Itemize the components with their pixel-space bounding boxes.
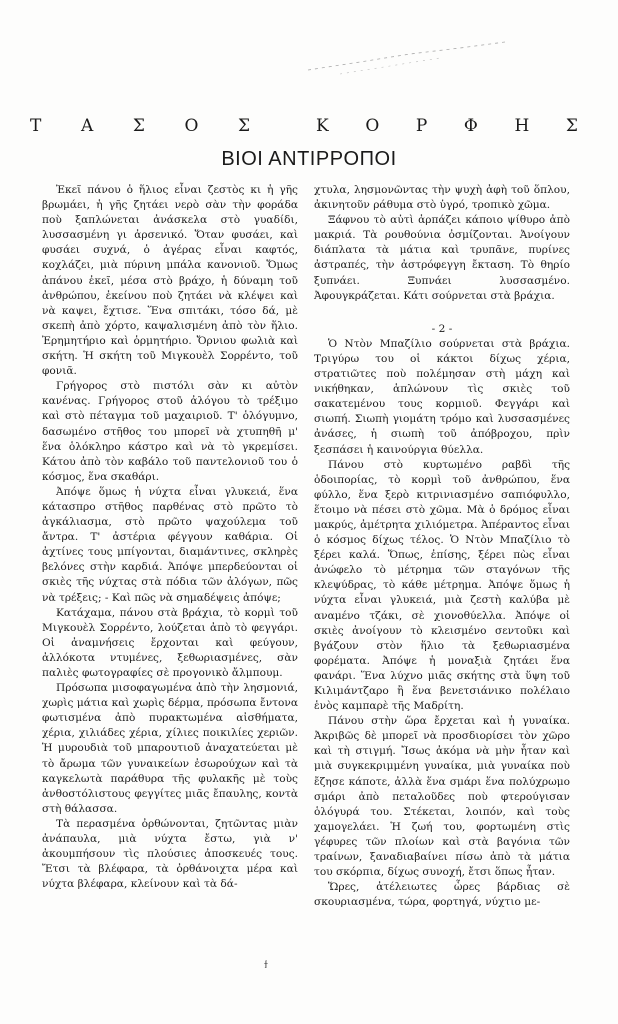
- left-column: [42, 183, 298, 892]
- author-name: [30, 116, 578, 136]
- author-letter: Ρ: [415, 116, 428, 136]
- paragraph: Τὰ περασμένα ὀρθώνονται, ζητῶντας μιὰν ἀνάπαυλα, μιὰ νύχτα ἔστω, γιὰ ν' ἀκουμπήσουν τὶς πλούσιες ἀποσκευές τους. Ἔτσι τὰ βλέφαρα, τὰ ὀρθάνοιχτα μέρα καὶ νύχτα βλέφαρα, κλείνουν καὶ τὰ δά-: [42, 817, 298, 891]
- author-first-name: [30, 116, 250, 136]
- paragraph: Ἀπόψε ὅμως ἡ νύχτα εἶναι γλυκειά, ἕνα κάτασπρο στῆθος παρθένας στὸ πρῶτο τὸ ἀγκάλιασμα, στὸ πρῶτο ψαχούλεμα τοῦ ἄντρα. Τ' ἀστέρια φέγγουν καθάρια. Οἱ ἀχτίνες τους μπίγονται, διαμάντινες, σκληρὲς βελόνες στὴν καρδιά. Ἀπόψε μπερδεύονται οἱ σκιὲς τῆς νύχτας στὰ πόδια τῶν ἀλόγων, πῶς νὰ τρέξεις; - Καὶ πῶς νὰ σημαδέψεις ἀπόψε;: [42, 485, 298, 604]
- author-letter: Ο: [365, 116, 380, 136]
- paragraph: Πρόσωπα μισοφαγωμένα ἀπὸ τὴν λησμονιά, χωρὶς μάτια καὶ χωρὶς δέρμα, πρόσωπα ἔντονα φωτισμένα ἀπὸ πυρακτωμένα αἰσθήματα, χέρια, χιλιάδες χέρια, χίλιες ποικιλίες χεριῶν. Ἡ μυρουδιὰ τοῦ μπαρουτιοῦ ἀναχατεύεται μὲ τὸ ἄρωμα τῶν γυναικείων ἐσωρούχων καὶ τὰ καγκελωτὰ παράθυρα τῆς φυλακῆς μὲ τοὺς ἀνθοστόλιστους φεγγίτες μιᾶς ἔπαυλης, κοντὰ στὴ θάλασσα.: [42, 682, 298, 815]
- author-letter: Ο: [184, 116, 199, 136]
- paragraph: Ὥρες, ἀτέλειωτες ὧρες βάρδιας σὲ σκουριασμένα, τώρα, φορτηγά, νύχτιο με-: [314, 881, 570, 909]
- author-letter: Η: [514, 116, 530, 136]
- paragraph: Κατάχαμα, πάνου στὰ βράχια, τὸ κορμὶ τοῦ Μιγκουὲλ Σορρέντο, λούζεται ἀπὸ τὸ φεγγάρι. Οἱ ἀναμνήσεις ἔρχονται καὶ φεύγουν, ἀλλόκοτα ντυμένες, ξεθωριασμένες, σὰν παλιὲς φωτογραφίες σὲ προγονικὸ ἄλμπουμ.: [42, 606, 298, 679]
- author-letter: Α: [80, 116, 94, 136]
- author-letter: Κ: [316, 116, 329, 136]
- pencil-scratch-mark: [300, 40, 510, 76]
- author-letter: Σ: [565, 116, 578, 136]
- footer-mark: ϯ: [264, 960, 268, 971]
- paragraph: Πάνου στὸ κυρτωμένο ραβδὶ τῆς ὁδοιπορίας, τὸ κορμὶ τοῦ ἀνθρώπου, ἕνα φύλλο, ἕνα ξερὸ κιτρινιασμένο σαπιόφυλλο, ἕτοιμο νὰ πέσει στὸ χῶμα. Μὰ ὁ δρόμος εἶναι μακρύς, ἀμέτρητα χιλιόμετρα. Ἀπέραντος εἶναι ὁ κόσμος δίχως τέλος. Ὁ Ντὸν Μπαζίλιο τὸ ξέρει καλά. Ὅπως, ἐπίσης, ξέρει πὼς εἶναι ἀνώφελο τὸ μέτρημα τῶν σταγόνων τῆς κλεψύδρας, τὸ κάθε μέτρημα. Ἀπόψε ὅμως ἡ νύχτα εἶναι γλυκειά, μιὰ ζεστὴ καλύβα μὲ αναμένο τζάκι, σὲ χιονοθύελλα. Ἀπόψε οἱ σκιὲς ἀνοίγουν τὸ κλεισμένο σεντοῦκι καὶ βγάζουν στὸν ἥλιο τὰ ξεθωριασμένα φορέματα. Ἀπόψε ἡ μοναξιὰ ζητάει ἕνα φανάρι. Ἕνα λύχνο μιᾶς σκήτης στὰ ὕψη τοῦ Κιλιμάντζαρο ἢ ἕνα βενετσιάνικο πολέλαιο ἑνὸς καμπαρὲ τῆς Μαδρίτη.: [314, 458, 570, 713]
- paragraph: χτυλα, λησμονῶντας τὴν ψυχὴ ἀφὴ τοῦ ὅπλου, ἀκινητοῦν ράθυμα στὸ ὑγρό, τροπικὸ χῶμα.: [314, 184, 570, 212]
- page-title: ΒΙΟΙ ΑΝΤΙΡΡΟΠΟΙ: [221, 148, 397, 170]
- author-letter: Τ: [30, 116, 42, 136]
- paragraph: Πάνου στὴν ὥρα ἔρχεται καὶ ἡ γυναίκα. Ἀκριβῶς δὲ μπορεῖ νὰ προσδιορίσει τὸν χῶρο καὶ τὴ στιγμή. Ἴσως ἀκόμα νὰ μὴν ἦταν καὶ μιὰ συγκεκριμμένη γυναίκα, μιὰ γυναίκα ποὺ ἔζησε κάποτε, ἀλλὰ ἕνα σμάρι ἕνα πολύχρωμο σμάρι ἀπὸ πεταλοῦδες ποὺ φτερούγισαν ὁλόγυρά του. Στέκεται, λοιπόν, καὶ τοὺς χαμογελάει. Ἡ ζωή του, φορτωμένη στὶς γέφυρες τῶν πλοίων καὶ στὰ βαγόνια τῶν τραίνων, ξαναδιαβαίνει πίσω ἀπὸ τὰ μάτια του σκόρπια, δίχως συνοχή, ἔτσι ὅπως ἦταν.: [314, 715, 570, 879]
- author-letter: Σ: [237, 116, 250, 136]
- right-column: [314, 183, 570, 910]
- author-last-name: [316, 116, 578, 136]
- author-letter: Φ: [463, 116, 478, 136]
- author-letter: Σ: [132, 116, 145, 136]
- section-number: - 2 -: [431, 322, 453, 335]
- paragraph: Ἐκεῖ πάνου ὁ ἥλιος εἶναι ζεστὸς κι ἡ γῆς βρωμάει, ἡ γῆς ζητάει νερὸ σὰν τὴν φοράδα ποὺ ξαπλώνεται ἀνάσκελα στὸ γυαδίδι, λυσσασμένη γι ἀρσενικό. Ὅταν φυσάει, καὶ φυσάει συχνά, ὁ ἀγέρας εἶναι καφτός, κοχλάζει, μιὰ πύρινη μπάλα κανονιοῦ. Ὅμως ἀπάνου ἐκεῖ, μέσα στὸ βράχο, ἡ δύναμη τοῦ ἀνθρώπου, ἐκείνου ποὺ ζητάει νὰ κλέψει καὶ νὰ καψει, ἔχτισε. Ἕνα σπιτάκι, τόσο δά, μὲ σκεπὴ ἀπὸ χόρτο, καψαλισμένη ἀπὸ τὸν ἥλιο. Ἐρημητήριο καὶ ὁρμητήριο. Ὄρνιου φωλιὰ καὶ σκήτη. Ἡ σκήτη τοῦ Μιγκουὲλ Σορρέντο, τοῦ φονιᾶ.: [42, 184, 298, 378]
- paragraph: Ὁ Ντὸν Μπαζίλιο σούρνεται στὰ βράχια. Τριγύρω του οἱ κάκτοι δίχως χέρια, στρατιῶτες ποὺ πολέμησαν στὴ μάχη καὶ νικήθηκαν, ἁπλώνουν τὶς σκιὲς τοῦ σακατεμένου τους κορμιοῦ. Φεγγάρι καὶ σιωπή. Σιωπὴ γιομάτη τρόμο καὶ λυσσασμένες ἀνάσες, ἡ σιωπὴ τοῦ ἀπόβροχου, πρὶν ξεσπάσει ἡ καινούργια θύελλα.: [314, 337, 570, 456]
- paragraph: Γρήγορος στὸ πιστόλι σὰν κι αὐτὸν κανένας. Γρήγορος στοῦ ἀλόγου τὸ τρέξιμο καὶ στὸ πέταγμα τοῦ μαχαιριοῦ. Τ' ὁλόγυμνο, δασωμένο στῆθος του μπορεῖ νὰ χτυπηθῆ μ' ἕνα ὁλόκληρο κάστρο καὶ νὰ τὸ γκρεμίσει. Κάτου ἀπὸ τὸν καβάλο τοῦ παντελονιοῦ του ὁ κόσμος, ἕνα σκαθάρι.: [42, 380, 298, 483]
- paragraph: Ξάφνου τὸ αὐτὶ ἁρπάζει κάποιο ψίθυρο ἀπὸ μακριά. Τὰ ρουθούνια ὀσμίζονται. Ἀνοίγουν διάπλατα τὰ μάτια καὶ τρυπᾶνε, πυρίνες ἀστραπές, τὴν ἀστρόφεγγη ἔκταση. Τὸ θηρίο ξυπνάει. Ξυπνάει λυσσασμένο. Ἀφουγκράζεται. Κάτι σούρνεται στὰ βράχια.: [314, 214, 570, 302]
